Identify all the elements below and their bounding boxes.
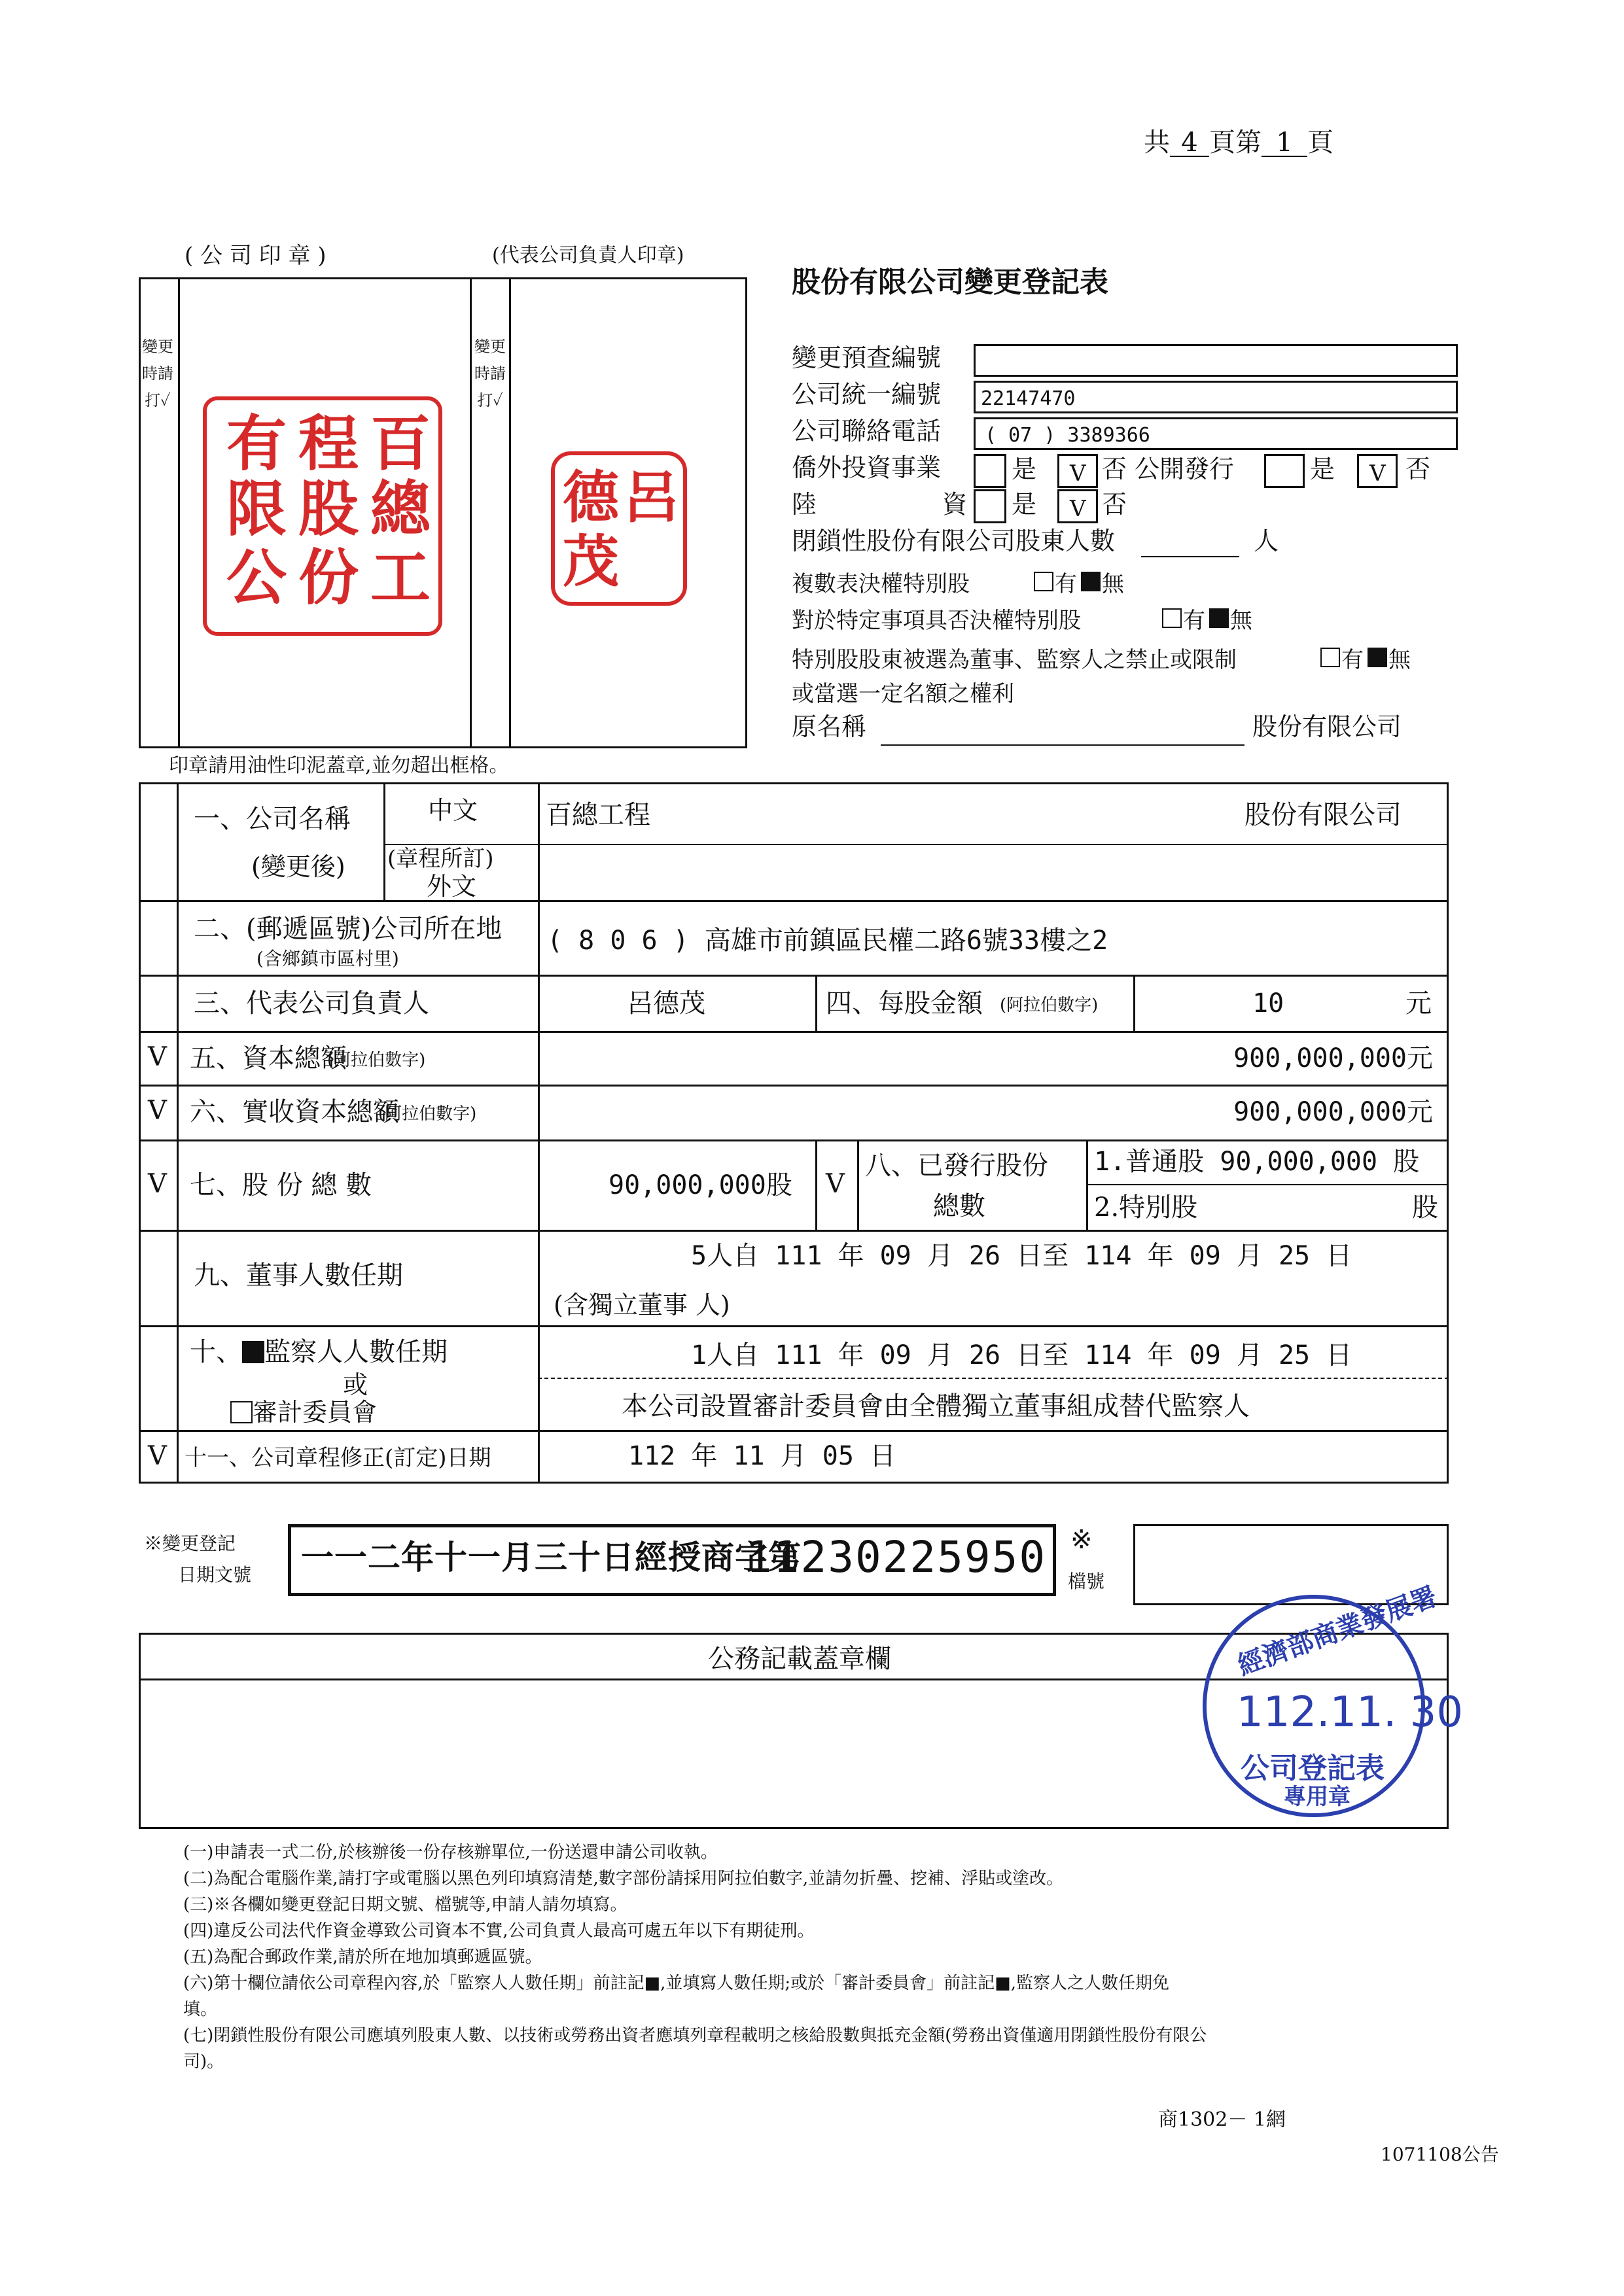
address-label: 二、(郵遞區號)公司所在地 bbox=[194, 914, 503, 944]
paid-capital-label: 六、實收資本總額 bbox=[190, 1097, 399, 1127]
directors-term: 5人自 111 年 09 月 26 日至 114 年 09 月 25 日 bbox=[691, 1241, 1352, 1271]
file-no-label: 檔號 bbox=[1068, 1571, 1105, 1592]
paid-capital-value: 900,000,000元 bbox=[1233, 1097, 1433, 1127]
rep-seal-stamp: 呂 德 茂 bbox=[551, 451, 687, 606]
overseas-yes-box[interactable] bbox=[974, 454, 1006, 488]
note-item: (二)為配合電腦作業,請打字或電腦以黑色列印填寫清楚,數字部份請採用阿拉伯數字,並請勿折疊、挖補、浮貼或塗改。 bbox=[183, 1869, 1064, 1888]
directors-label: 九、董事人數任期 bbox=[194, 1261, 403, 1291]
seal-note: 印章請用油性印泥蓋章,並勿超出框格。 bbox=[169, 754, 509, 777]
total-shares-mark: V bbox=[148, 1169, 167, 1199]
company-name-label: 一、公司名稱 bbox=[194, 804, 351, 834]
audit-committee-label: 審計委員會 bbox=[230, 1399, 377, 1425]
representative-label: 三、代表公司負責人 bbox=[194, 988, 429, 1018]
public-yes-box[interactable] bbox=[1264, 454, 1305, 488]
seal-side-note-right: 變更 時請 打✓ bbox=[474, 338, 506, 409]
articles-date: 112 年 11 月 05 日 bbox=[628, 1441, 896, 1471]
common-shares: 1.普通股 90,000,000 股 bbox=[1094, 1147, 1420, 1177]
par-value: 10 bbox=[1252, 988, 1284, 1018]
veto-none-box[interactable] bbox=[1209, 608, 1229, 628]
supervisors-label: 十、 監察人人數任期 bbox=[190, 1337, 448, 1367]
capital-mark: V bbox=[148, 1042, 167, 1072]
total-shares-label: 七、股 份 總 數 bbox=[190, 1170, 372, 1200]
note-item: (六)第十欄位請依公司章程內容,於「監察人人數任期」前註記■,並填寫人數任期;或於「審計委員會」前註記■,監察人之人數任期免 bbox=[183, 1974, 1169, 1993]
preexam-field[interactable] bbox=[974, 344, 1458, 377]
unified-no-field[interactable]: 22147470 bbox=[974, 381, 1458, 413]
special-shares: 2.特別股 bbox=[1094, 1192, 1198, 1223]
issued-shares-mark: V bbox=[826, 1169, 845, 1199]
multi-vote-has-box[interactable] bbox=[1034, 572, 1053, 591]
multi-vote-none-box[interactable] bbox=[1081, 572, 1101, 591]
note-item: (一)申請表一式二份,於核辦後一份存核辦單位,一份送還申請公司收執。 bbox=[183, 1843, 718, 1862]
capital-label: 五、資本總額 bbox=[190, 1043, 347, 1073]
form-number: 商1302－ 1網 bbox=[1158, 2108, 1286, 2131]
china-no-box[interactable]: V bbox=[1057, 489, 1098, 523]
reg-stamp-number: 11230225950 bbox=[746, 1532, 1047, 1582]
closed-label: 閉鎖性股份有限公司股東人數 bbox=[792, 527, 1116, 555]
note-item: (七)閉鎖性股份有限公司應填列股東人數、以技術或勞務出資者應填列章程載明之核給股數與抵充金額(勞務出資僅適用閉鎖性股份有限公 bbox=[183, 2026, 1207, 2045]
articles-date-label: 十一、公司章程修正(訂定)日期 bbox=[185, 1445, 491, 1471]
official-stamp-title: 公務記載蓋章欄 bbox=[708, 1644, 891, 1674]
unified-no-label: 公司統一編號 bbox=[792, 380, 942, 409]
par-value-label: 四、每股金額 bbox=[826, 988, 983, 1018]
note-item: (四)違反公司法代作資金導致公司資本不實,公司負責人最高可處五年以下有期徒刑。 bbox=[183, 1921, 815, 1941]
note-item: (五)為配合郵政作業,請於所在地加填郵遞區號。 bbox=[183, 1947, 542, 1967]
overseas-no-box[interactable]: V bbox=[1057, 454, 1098, 488]
veto-label: 對於特定事項具否決權特別股 bbox=[792, 608, 1081, 634]
reg-date-label: ※變更登記 bbox=[144, 1533, 236, 1554]
phone-field[interactable]: ( 07 ) 3389366 bbox=[974, 417, 1458, 450]
address-value: ( 8 0 6 ) 高雄市前鎮區民權二路6號33樓之2 bbox=[547, 926, 1108, 956]
official-registration-stamp: 經濟部商業發展署 112.11. 30 公司登記表 專用章 bbox=[1203, 1595, 1425, 1817]
note-item: (三)※各欄如變更登記日期文號、檔號等,申請人請勿填寫。 bbox=[183, 1895, 627, 1915]
public-no-box[interactable]: V bbox=[1357, 454, 1398, 488]
independent-directors: (含獨立董事 人) bbox=[554, 1291, 730, 1319]
page-counter: 共 4 頁第 1 頁 bbox=[1144, 128, 1333, 158]
special-restrict-has-box[interactable] bbox=[1320, 648, 1340, 667]
issued-shares-label: 八、已發行股份 bbox=[865, 1151, 1048, 1181]
preexam-label: 變更預查編號 bbox=[792, 343, 942, 372]
seal-side-note-left: 變更 時請 打✓ bbox=[142, 338, 173, 409]
notes-list bbox=[183, 1839, 1207, 2075]
veto-has-box[interactable] bbox=[1162, 608, 1182, 628]
reg-stamp-text: 一一二年十一月三十日經授商字第 bbox=[301, 1538, 802, 1576]
company-seal-label: ( 公 司 印 章 ) bbox=[185, 243, 327, 269]
audit-committee-note: 本公司設置審計委員會由全體獨立董事組成替代監察人 bbox=[622, 1391, 1250, 1421]
paid-capital-mark: V bbox=[148, 1096, 167, 1126]
form-title: 股份有限公司變更登記表 bbox=[792, 266, 1108, 299]
special-restrict-label: 特別股股東被選為董事、監察人之禁止或限制 bbox=[792, 647, 1237, 673]
special-restrict-none-box[interactable] bbox=[1368, 648, 1387, 667]
notice-number: 1071108公告 bbox=[1381, 2144, 1499, 2165]
orig-name-label: 原名稱 bbox=[792, 712, 867, 741]
overseas-label: 僑外投資事業 bbox=[792, 453, 942, 482]
capital-value: 900,000,000元 bbox=[1233, 1043, 1433, 1073]
public-label: 公開發行 bbox=[1135, 455, 1235, 483]
multi-vote-label: 複數表決權特別股 bbox=[792, 571, 970, 597]
phone-label: 公司聯絡電話 bbox=[792, 417, 942, 445]
note-item: 司)。 bbox=[183, 2052, 224, 2072]
total-shares-value: 90,000,000股 bbox=[609, 1170, 792, 1200]
representative-value: 呂德茂 bbox=[627, 988, 705, 1018]
company-seal-stamp: 百 總 工 程 股 份 有 限 公 bbox=[203, 396, 442, 636]
supervisors-term: 1人自 111 年 09 月 26 日至 114 年 09 月 25 日 bbox=[691, 1340, 1352, 1370]
supervisors-check[interactable] bbox=[242, 1341, 264, 1363]
note-item: 填。 bbox=[183, 2000, 218, 2019]
china-yes-box[interactable] bbox=[974, 489, 1006, 523]
articles-mark: V bbox=[148, 1441, 167, 1471]
company-name-cn: 百總工程 bbox=[546, 800, 650, 830]
audit-committee-check[interactable] bbox=[230, 1401, 253, 1423]
rep-seal-label: (代表公司負責人印章) bbox=[492, 244, 684, 267]
